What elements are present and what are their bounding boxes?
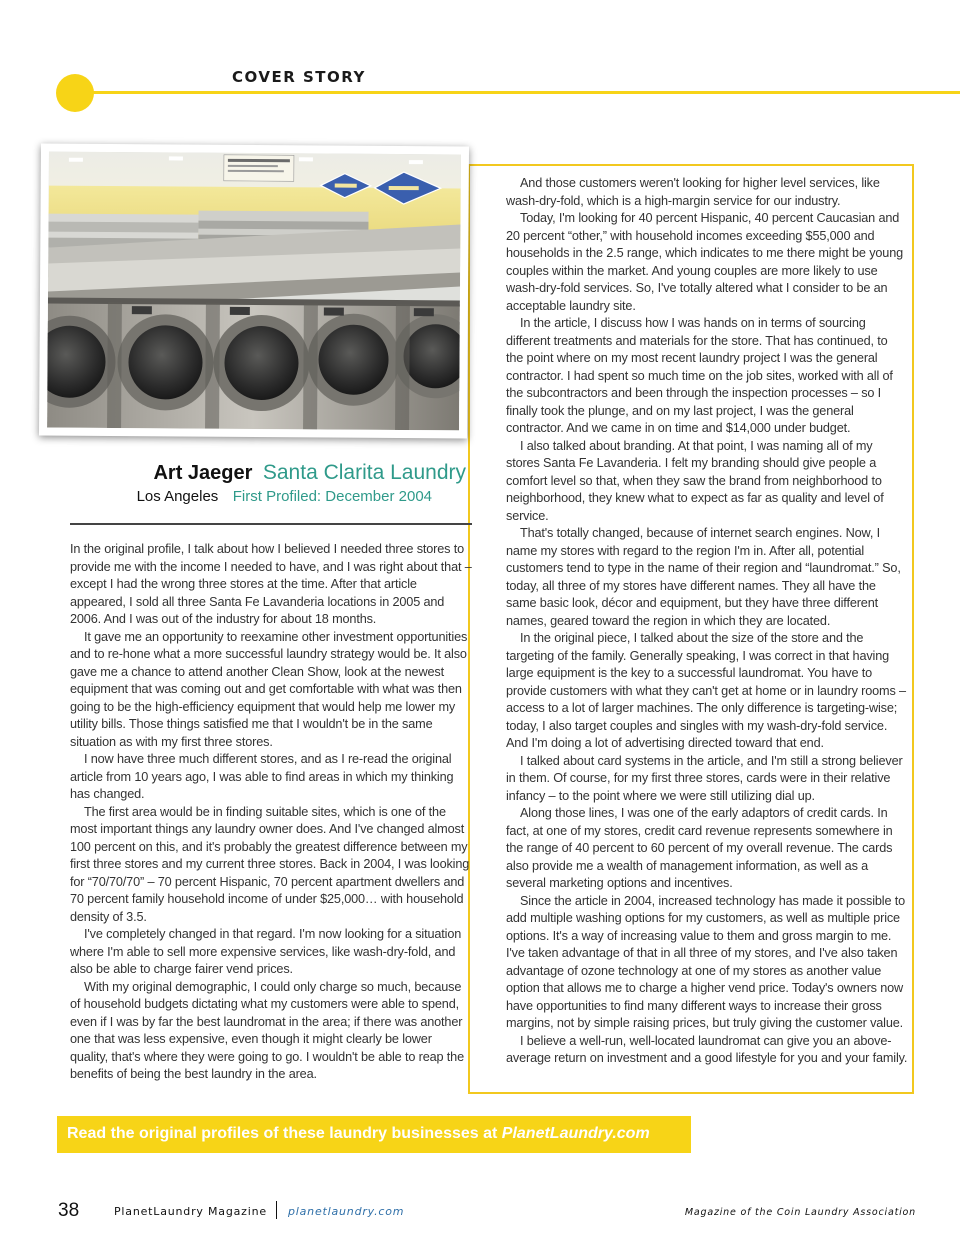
- profile-name-row: [153, 461, 466, 485]
- article-paragraph: In the article, I discuss how I was hands on in terms of sourcing different treatments and materials for the store. That has continued, to the point where on my most recent laundry project I was the general contractor. I had spent so much time on the job sites, worked with all of the subcontractors and been through the inspection processes – so I finally took the plunge, and on my last project, I was the general contractor. And we came in on time and $14,000 under budget.: [506, 316, 893, 435]
- section-label: COVER STORY: [232, 68, 366, 86]
- profile-divider: [70, 523, 472, 525]
- header-rule: [90, 91, 960, 94]
- article-paragraph: It gave me an opportunity to reexamine other investment opportunities and to re-hone what a more successful laundry strategy would be. It also gave me a chance to attend another Clean Show, look at the newest equipment that was coming out and get comfortable with what was then going to be the high-efficiency equipment that would help me lower my utility bills. Those things satisfied me that I wouldn't be in the same situation as with my first three stores.: [70, 629, 468, 749]
- laundromat-photo-frame: [39, 144, 469, 439]
- article-paragraph: I believe a well-run, well-located laundromat can give you an above-average return on investment and a good lifestyle for you and your family.: [506, 1033, 908, 1065]
- article-paragraph: I've completely changed in that regard. I'm now looking for a situation where I'm able to sell more expensive services, like wash-dry-fold, and also be able to charge fairer vend prices.: [70, 927, 462, 976]
- article-paragraph: In the original profile, I talk about how I believed I needed three stores to provide me with the income I needed to have, and I was right about that – except I had the wrong three stores at the time. After that article appeared, I sold all three Santa Fe Lavanderia locations in 2005 and 2006. And I was out of the industry for about 18 months.: [70, 542, 472, 626]
- business-name: Santa Clarita Laundry: [262, 461, 466, 484]
- article-paragraph: I also talked about branding. At that point, I was naming all of my stores Santa Fe Lavanderia. I felt my branding should give people a comfort level so that, when they saw the brand from neighborhood to neighborhood, they knew what to expect as far as quality and level of service.: [506, 438, 884, 523]
- article-paragraph: That's totally changed, because of internet search engines. Now, I name my stores with regard to the region I'm in. After all, potential customers tend to type in the name of their region and “laundromat.” So, today, all three of my stores have different names. They all have the same basic look, décor and equipment, but they have three different names, geared toward the region in which they are located.: [506, 526, 901, 628]
- footer-separator: [276, 1201, 277, 1219]
- article-paragraph: In the original piece, I talked about the size of the store and the targeting of the family. Generally speaking, I was correct in that having large equipment is the key to a successful laundromat. You have to provide customers with what they can't get at home or in laundry rooms – access to a lot of larger machines. The only difference is targeting-wise; today, I also target couples and singles with my wash-dry-fold service. And I'm doing a lot of advertising directed toward that end.: [506, 631, 906, 750]
- magazine-name: PlanetLaundry Magazine: [114, 1205, 267, 1218]
- article-paragraph: I talked about card systems in the article, and I'm still a strong believer in them. Of course, for my first three stores, cards were in their relative infancy – to the point where we were still utilizing dial up.: [506, 753, 903, 803]
- banner-text: [67, 1125, 650, 1143]
- article-paragraph: Today, I'm looking for 40 percent Hispanic, 40 percent Caucasian and 20 percent “other,” with household incomes exceeding $55,000 and households in the 2.5 range, which indicates to me there might be young couples within the market. And young couples are more likely to use wash-dry-fold services. So, I've totally altered what I consider to be an acceptable laundry site.: [506, 211, 904, 313]
- association-tagline: Magazine of the Coin Laundry Association: [684, 1207, 916, 1218]
- article-left-column: [70, 541, 472, 1084]
- laundromat-photo: [47, 152, 461, 431]
- first-profiled-date: First Profiled: December 2004: [232, 488, 432, 505]
- magazine-url[interactable]: planetlaundry.com: [288, 1205, 405, 1218]
- profiles-banner[interactable]: [57, 1116, 691, 1153]
- article-paragraph: I now have three much different stores, and as I re-read the original article from 10 years ago, I was able to find areas in which my thinking has changed.: [70, 752, 454, 801]
- header-accent-dot: [56, 74, 94, 112]
- location: Los Angeles: [136, 488, 219, 505]
- article-right-column: [506, 175, 908, 1068]
- laundromat-photo-image: [47, 152, 461, 431]
- article-paragraph: Along those lines, I was one of the early adaptors of credit cards. In fact, at one of my stores, credit card revenue represents somewhere in the range of 40 percent to 60 percent of my overall revenue. The cards also provide me a wealth of management information, as well as a several marketing options and incentives.: [506, 806, 893, 890]
- banner-lead: Read the original profiles of these laundry businesses at: [67, 1125, 502, 1142]
- banner-link[interactable]: PlanetLaundry.com: [501, 1125, 650, 1142]
- article-paragraph: And those customers weren't looking for higher level services, like wash-dry-fold, which is a high-margin service for our industry.: [506, 176, 880, 208]
- page-number: 38: [58, 1200, 80, 1221]
- article-paragraph: Since the article in 2004, increased technology has made it possible to add multiple washing options for my customers, as well as multiple price options. It's a way of increasing value to them and gross margin to me. I've taken advantage of that in all three of my stores, and I've also taken advantage of ozone technology at one of my stores as another value option that allows me to charge a higher vend price. Today's owners now have opportunities to find many different ways to increase their gross margins, not by simple raising prices, but truly giving the customer value.: [506, 893, 906, 1030]
- profile-location-row: [137, 488, 432, 506]
- article-paragraph: With my original demographic, I could only charge so much, because of household budgets dictating what my customers were able to spend, even if I was by far the best laundromat in the area; if there was another one that was less expensive, even though it might clearly be lower quality, that's where they were going to go. I wouldn't be able to reap the benefits of being the best laundry in the area.: [70, 979, 464, 1081]
- person-name: Art Jaeger: [153, 462, 253, 484]
- article-paragraph: The first area would be in finding suitable sites, which is one of the most important things any laundry owner does. And I've changed almost 100 percent on this, and it's probably the greatest difference between my first three stores and my current three stores. Back in 2004, I was looking for “70/70/70” – 70 percent Hispanic, 70 percent apartment dwellers and 70 percent family household income of under $25,000… with household density of 3.5.: [70, 804, 470, 924]
